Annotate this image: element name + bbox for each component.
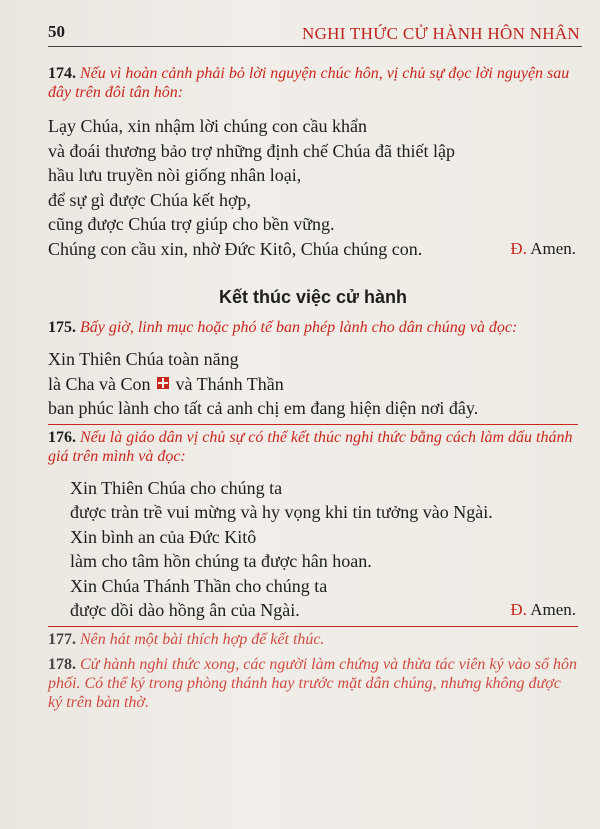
page-number: 50 — [48, 22, 65, 41]
prayer-line: được dồi dào hồng ân của Ngài. — [70, 600, 300, 620]
prayer-line: hầu lưu truyền nòi giống nhân loại, — [48, 165, 302, 185]
prayer-line: được tràn trề vui mừng và hy vọng khi tin tưởng vào Ngài. — [70, 502, 493, 522]
running-title: NGHI THỨC CỬ HÀNH HÔN NHÂN — [302, 24, 580, 43]
response-mark: Đ. — [510, 600, 527, 619]
response-amen — [510, 237, 576, 262]
section-number-175: 175. — [48, 319, 76, 336]
prayer-174 — [48, 114, 578, 261]
section-title: Kết thúc việc cử hành — [218, 287, 408, 307]
response-amen — [510, 598, 576, 623]
prayer-line: để sự gì được Chúa kết hợp, — [48, 189, 252, 210]
response-mark: Đ. — [510, 238, 527, 258]
prayer-line: Xin bình an của Đức Kitô — [70, 526, 257, 547]
prayer-176 — [48, 476, 578, 623]
blessing-line: ban phúc lành cho tất cả anh chị em đang hiện diện nơi đây. — [48, 398, 479, 418]
rubric-177 — [48, 630, 578, 649]
blessing-line: Xin Thiên Chúa toàn năng — [48, 349, 239, 369]
prayer-line: Xin Chúa Thánh Thần cho chúng ta — [70, 575, 328, 596]
cross-icon — [157, 377, 169, 389]
prayer-line: Lạy Chúa, xin nhậm lời chúng con cầu khẩn — [48, 116, 367, 136]
prayer-conclusion-row — [70, 598, 578, 623]
rubric-text-176: Nếu là giáo dân vị chủ sự có thể kết thúc nghi thức bằng cách làm dấu thánh giá trên mình và đọc: — [48, 428, 573, 465]
prayer-conclusion-row — [48, 237, 578, 262]
prayer-line: Chúng con cầu xin, nhờ Đức Kitô, Chúa chúng con. — [48, 238, 423, 259]
prayer-line: cũng được Chúa trợ giúp cho bền vững. — [48, 214, 335, 234]
prayer-line: và đoái thương bảo trợ những định chế Chúa đã thiết lập — [48, 140, 455, 161]
section-number-176: 176. — [48, 428, 76, 446]
rubric-text-174: Nếu vì hoàn cảnh phải bỏ lời nguyện chúc hôn, vị chủ sự đọc lời nguyện sau đây trên đôi tân hôn: — [48, 65, 570, 101]
red-divider — [48, 424, 578, 425]
rubric-174 — [48, 64, 578, 102]
rubric-178 — [48, 655, 578, 712]
section-number-177: 177. — [48, 630, 76, 648]
blessing-line — [48, 372, 578, 397]
section-number-178: 178. — [48, 655, 76, 673]
blessing-text: là Cha và Con — [48, 373, 151, 394]
rubric-text-177: Nên hát một bài thích hợp để kết thúc. — [80, 630, 325, 648]
rubric-text-175: Bấy giờ, linh mục hoặc phó tế ban phép lành cho dân chúng và đọc: — [80, 319, 518, 336]
rubric-176 — [48, 428, 578, 466]
section-number-174: 174. — [48, 65, 76, 82]
header-divider — [48, 46, 582, 47]
rubric-175 — [48, 318, 578, 337]
response-text: Amen. — [530, 238, 576, 258]
blessing-text: và Thánh Thần — [175, 373, 284, 394]
page-header — [48, 8, 580, 48]
prayer-line: làm cho tâm hồn chúng ta được hân hoan. — [70, 551, 372, 571]
red-divider — [48, 626, 578, 627]
rubric-text-178: Cử hành nghi thức xong, các người làm chứng và thừa tác viên ký vào sổ hôn phối. Có thể ký trong phòng thánh hay trước mặt dân chúng, nhưng không được ký trên bàn thờ. — [48, 655, 577, 711]
response-text: Amen. — [530, 600, 576, 619]
page-body — [48, 64, 578, 712]
prayer-line: Xin Thiên Chúa cho chúng ta — [70, 477, 283, 498]
blessing-175 — [48, 347, 578, 421]
